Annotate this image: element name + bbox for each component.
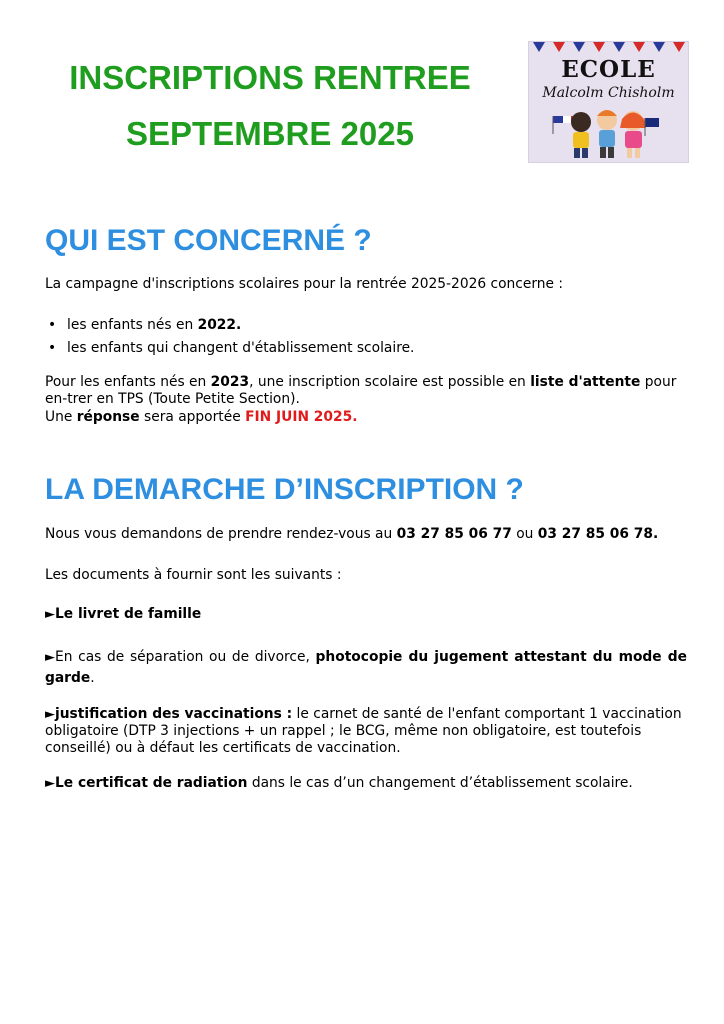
section-heading-concerne: QUI EST CONCERNÉ ? bbox=[45, 224, 372, 257]
deadline-date: FIN JUIN 2025 bbox=[245, 409, 353, 425]
document-item-jugement: ►En cas de séparation ou de divorce, photocopie du jugement attestant du mode de garde. bbox=[45, 649, 687, 686]
logo-word: ECOLE bbox=[561, 56, 656, 83]
page-title bbox=[40, 50, 500, 162]
children-illustration-icon bbox=[529, 104, 688, 163]
document-item-livret: ►Le livret de famille bbox=[45, 606, 202, 622]
arrow-icon: ► bbox=[45, 776, 55, 791]
documents-intro: Les documents à fournir sont les suivants : bbox=[45, 567, 342, 583]
arrow-icon: ► bbox=[45, 707, 55, 722]
concerned-list bbox=[45, 314, 414, 360]
document-item-vaccinations: ►justification des vaccinations : le carnet de santé de l'enfant comportant 1 vaccination obligatoire (DTP 3 injections + un rappel ; le BCG, même non obligatoire, est toutefois conseillé) ou à défaut les certificats de vaccination. bbox=[45, 706, 682, 756]
section-heading-demarche: LA DEMARCHE D’INSCRIPTION ? bbox=[45, 473, 524, 506]
waiting-list-paragraph: Pour les enfants nés en 2023, une inscription scolaire est possible en liste d'attente pour en-trer en TPS (Toute Petite Section). bbox=[45, 374, 677, 407]
list-item: • les enfants qui changent d'établissement scolaire. bbox=[45, 337, 414, 360]
phone-number-1: 03 27 85 06 77 bbox=[396, 526, 512, 542]
title-line-1: INSCRIPTIONS RENTREE bbox=[69, 59, 471, 96]
arrow-icon: ► bbox=[45, 607, 55, 622]
document-item-radiation: ►Le certificat de radiation dans le cas d’un changement d’établissement scolaire. bbox=[45, 775, 633, 791]
logo-school-name: Malcolm Chisholm bbox=[542, 85, 675, 101]
list-item: • les enfants nés en 2022. bbox=[45, 314, 414, 337]
appointment-text: Nous vous demandons de prendre rendez-vous au 03 27 85 06 77 ou 03 27 85 06 78. bbox=[45, 526, 659, 542]
response-paragraph: Une réponse sera apportée FIN JUIN 2025. bbox=[45, 409, 358, 425]
title-line-2: SEPTEMBRE 2025 bbox=[126, 115, 414, 152]
bunting-flags-icon bbox=[529, 42, 688, 56]
phone-number-2: 03 27 85 06 78. bbox=[537, 526, 659, 542]
school-logo bbox=[528, 41, 689, 163]
intro-text: La campagne d'inscriptions scolaires pour la rentrée 2025-2026 concerne : bbox=[45, 276, 564, 292]
arrow-icon: ► bbox=[45, 650, 55, 665]
